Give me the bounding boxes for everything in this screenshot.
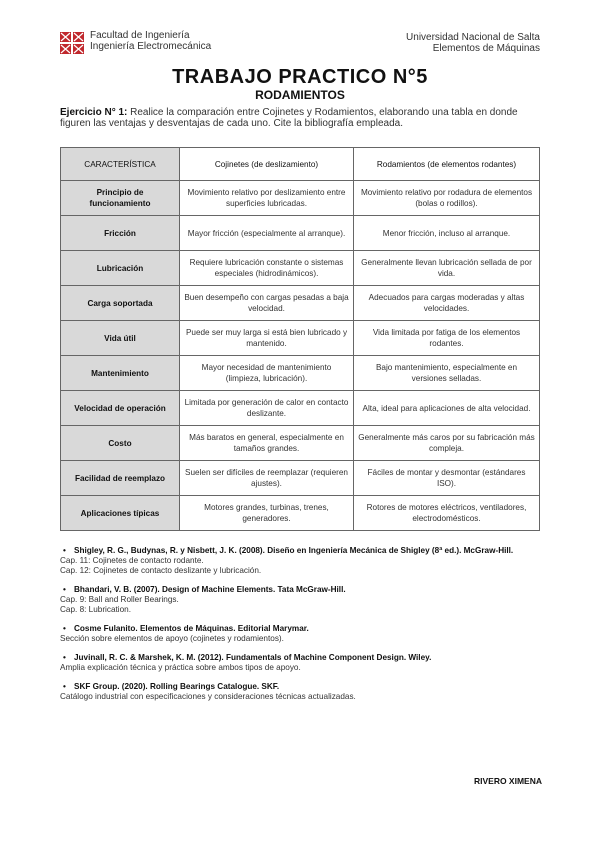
header-rolling-bearings: Rodamientos (de elementos rodantes) <box>354 148 540 181</box>
reference-note: Cap. 8: Lubrication. <box>60 605 132 614</box>
plain-bearing-cell: Mayor fricción (especialmente al arranque). <box>180 216 354 251</box>
plain-bearing-cell: Limitada por generación de calor en contacto deslizante. <box>180 391 354 426</box>
table-row <box>61 286 540 321</box>
reference-note: Amplia explicación técnica y práctica sobre ambos tipos de apoyo. <box>60 663 301 672</box>
faculty-block <box>90 30 211 52</box>
table-row <box>61 426 540 461</box>
reference-item <box>60 546 542 576</box>
plain-bearing-cell: Requiere lubricación constante o sistemas especiales (hidrodinámicos). <box>180 251 354 286</box>
exercise-statement <box>60 107 542 129</box>
plain-bearing-cell: Suelen ser difíciles de reemplazar (requieren ajustes). <box>180 461 354 496</box>
row-label: Carga soportada <box>61 286 180 321</box>
reference-note: Sección sobre elementos de apoyo (cojinetes y rodamientos). <box>60 634 284 643</box>
reference-item <box>60 585 542 615</box>
reference-title: • Juvinall, R. C. & Marshek, K. M. (2012). Fundamentals of Machine Component Design. Wiley. <box>60 653 542 663</box>
rolling-bearing-cell: Menor fricción, incluso al arranque. <box>354 216 540 251</box>
bibliography <box>60 546 542 711</box>
table-row <box>61 321 540 356</box>
university-name: Universidad Nacional de Salta <box>406 32 540 43</box>
reference-item <box>60 653 542 673</box>
plain-bearing-cell: Buen desempeño con cargas pesadas a baja velocidad. <box>180 286 354 321</box>
row-label: Facilidad de reemplazo <box>61 461 180 496</box>
university-logo <box>60 32 84 54</box>
reference-item <box>60 682 542 702</box>
row-label: Aplicaciones típicas <box>61 496 180 531</box>
page-subtitle: RODAMIENTOS <box>255 88 345 102</box>
row-label: Velocidad de operación <box>61 391 180 426</box>
row-label: Mantenimiento <box>61 356 180 391</box>
reference-title: • Shigley, R. G., Budynas, R. y Nisbett, J. K. (2008). Diseño en Ingeniería Mecánica de Shigley (8ª ed.). McGraw-Hill. <box>60 546 542 556</box>
reference-note: Cap. 9: Ball and Roller Bearings. <box>60 595 179 604</box>
row-label: Costo <box>61 426 180 461</box>
plain-bearing-cell: Mayor necesidad de mantenimiento (limpieza, lubricación). <box>180 356 354 391</box>
comparison-table <box>60 147 540 531</box>
rolling-bearing-cell: Bajo mantenimiento, especialmente en versiones selladas. <box>354 356 540 391</box>
author-name: RIVERO XIMENA <box>473 776 542 786</box>
table-row <box>61 181 540 216</box>
course-name: Elementos de Máquinas <box>432 43 540 54</box>
rolling-bearing-cell: Movimiento relativo por rodadura de elementos (bolas o rodillos). <box>354 181 540 216</box>
exercise-label: Ejercicio N° 1: <box>60 107 128 118</box>
row-label: Fricción <box>61 216 180 251</box>
plain-bearing-cell: Puede ser muy larga si está bien lubricado y mantenido. <box>180 321 354 356</box>
plain-bearing-cell: Movimiento relativo por deslizamiento entre superficies lubricadas. <box>180 181 354 216</box>
header-characteristic: CARACTERÍSTICA <box>61 148 180 181</box>
reference-note: Cap. 12: Cojinetes de contacto deslizante y lubricación. <box>60 566 262 575</box>
plain-bearing-cell: Más baratos en general, especialmente en tamaños grandes. <box>180 426 354 461</box>
rolling-bearing-cell: Alta, ideal para aplicaciones de alta velocidad. <box>354 391 540 426</box>
faculty-name: Facultad de Ingeniería <box>90 30 190 41</box>
reference-note: Catálogo industrial con especificaciones y consideraciones técnicas actualizadas. <box>60 692 356 701</box>
rolling-bearing-cell: Generalmente llevan lubricación sellada de por vida. <box>354 251 540 286</box>
table-header-row <box>61 148 540 181</box>
page-header <box>60 30 540 58</box>
table-row <box>61 216 540 251</box>
table-row <box>61 391 540 426</box>
table-row <box>61 356 540 391</box>
reference-note: Cap. 11: Cojinetes de contacto rodante. <box>60 556 204 565</box>
row-label: Lubricación <box>61 251 180 286</box>
row-label: Principio de funcionamiento <box>61 181 180 216</box>
row-label: Vida útil <box>61 321 180 356</box>
plain-bearing-cell: Motores grandes, turbinas, trenes, generadores. <box>180 496 354 531</box>
reference-title: • SKF Group. (2020). Rolling Bearings Catalogue. SKF. <box>60 682 542 692</box>
reference-title: • Cosme Fulanito. Elementos de Máquinas. Editorial Marymar. <box>60 624 542 634</box>
reference-title: • Bhandari, V. B. (2007). Design of Machine Elements. Tata McGraw-Hill. <box>60 585 542 595</box>
reference-item <box>60 624 542 644</box>
rolling-bearing-cell: Rotores de motores eléctricos, ventiladores, electrodomésticos. <box>354 496 540 531</box>
rolling-bearing-cell: Adecuados para cargas moderadas y altas velocidades. <box>354 286 540 321</box>
rolling-bearing-cell: Vida limitada por fatiga de los elementos rodantes. <box>354 321 540 356</box>
career-name: Ingeniería Electromecánica <box>90 41 212 52</box>
rolling-bearing-cell: Fáciles de montar y desmontar (estándares ISO). <box>354 461 540 496</box>
exercise-text: Realice la comparación entre Cojinetes y Rodamientos, elaborando una tabla en donde figuren las ventajas y desventajas de cada uno. Cite la bibliografía empleada. <box>60 107 518 129</box>
table-row <box>61 251 540 286</box>
university-block <box>406 32 540 54</box>
page-title: TRABAJO PRACTICO N°5 <box>172 66 428 88</box>
table-row <box>61 461 540 496</box>
header-plain-bearings: Cojinetes (de deslizamiento) <box>180 148 354 181</box>
rolling-bearing-cell: Generalmente más caros por su fabricación más compleja. <box>354 426 540 461</box>
table-row <box>61 496 540 531</box>
